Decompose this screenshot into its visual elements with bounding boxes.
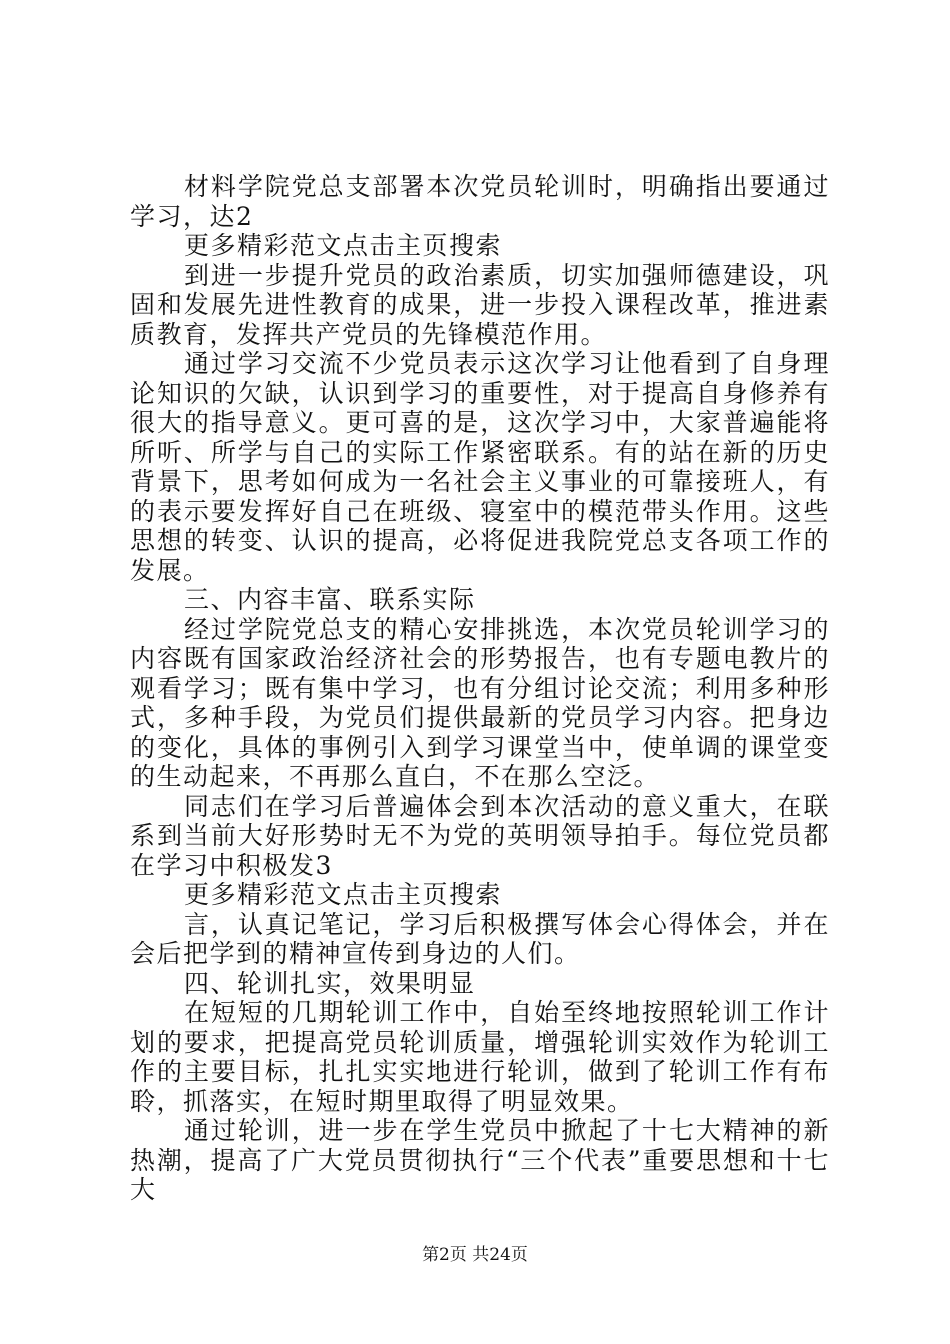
section-heading: 三、内容丰富、联系实际	[184, 585, 476, 614]
page-footer	[0, 1244, 950, 1266]
page-number: 第2页 共24页	[422, 1245, 528, 1265]
paragraph: 同志们在学习后普遍体会到本次活动的意义重大，在联系到当前大好形势时无不为党的英明领导拍手。每位党员都在学习中积极发3	[130, 791, 830, 880]
paragraph: 言，认真记笔记，学习后积极撰写体会心得体会，并在会后把学到的精神宣传到身边的人们。	[130, 909, 830, 968]
paragraph-promo-link: 更多精彩范文点击主页搜索	[184, 880, 503, 909]
paragraph: 通过学习交流不少党员表示这次学习让他看到了自身理论知识的欠缺，认识到学习的重要性，对于提高自身修养有很大的指导意义。更可喜的是，这次学习中，大家普遍能将所听、所学与自己的实际工作紧密联系。有的站在新的历史背景下，思考如何成为一名社会主义事业的可靠接班人，有的表示要发挥好自己在班级、寝室中的模范带头作用。这些思想的转变、认识的提高，必将促进我院党总支各项工作的发展。	[130, 349, 830, 585]
paragraph: 材料学院党总支部署本次党员轮训时，明确指出要通过学习，达2	[130, 172, 830, 231]
paragraph: 通过轮训，进一步在学生党员中掀起了十七大精神的新热潮，提高了广大党员贯彻执行“三个代表”重要思想和十七大	[130, 1116, 830, 1204]
document-body	[130, 172, 830, 1205]
paragraph: 到进一步提升党员的政治素质，切实加强师德建设，巩固和发展先进性教育的成果，进一步投入课程改革，推进素质教育，发挥共产党员的先锋模范作用。	[130, 260, 830, 349]
section-heading: 四、轮训扎实，效果明显	[184, 968, 476, 998]
paragraph: 经过学院党总支的精心安排挑选，本次党员轮训学习的内容既有国家政治经济社会的形势报告，也有专题电教片的观看学习；既有集中学习，也有分组讨论交流；利用多种形式，多种手段，为党员们提供最新的党员学习内容。把身边的变化，具体的事例引入到学习课堂当中，使单调的课堂变的生动起来，不再那么直白，不在那么空泛。	[130, 614, 830, 791]
paragraph: 在短短的几期轮训工作中，自始至终地按照轮训工作计划的要求，把提高党员轮训质量，增强轮训实效作为轮训工作的主要目标，扎扎实实地进行轮训，做到了轮训工作有布聆，抓落实，在短时期里取得了明显效果。	[130, 998, 830, 1116]
paragraph-promo-link: 更多精彩范文点击主页搜索	[184, 231, 503, 260]
